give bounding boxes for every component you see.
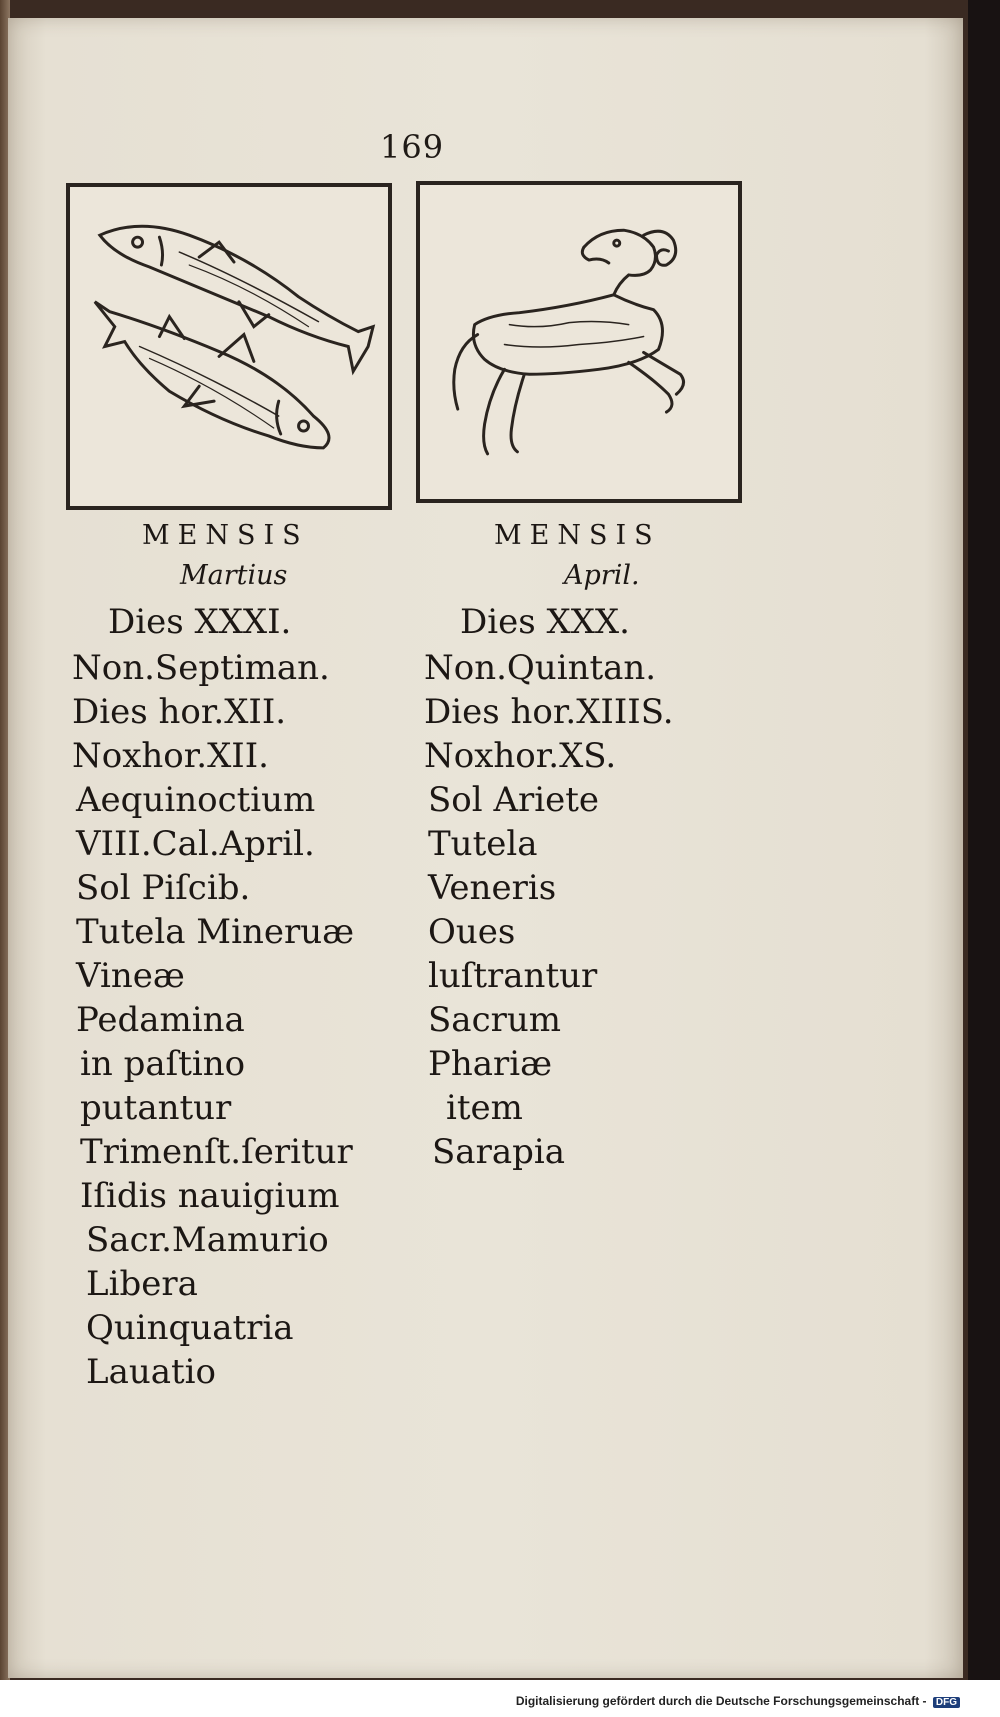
calendar-line: luſtrantur [428, 956, 598, 996]
calendar-line: Noxhor.XS. [424, 736, 617, 776]
calendar-line: Trimenſt.ſeritur [80, 1132, 353, 1172]
calendar-line: Lauatio [86, 1352, 217, 1392]
calendar-line: in paſtino [80, 1044, 246, 1084]
calendar-line: Noxhor.XII. [72, 736, 269, 776]
calendar-line: Vineæ [76, 956, 185, 996]
aries-woodcut-frame [416, 181, 742, 503]
digitization-credit [516, 1694, 960, 1708]
calendar-line: Tutela [428, 824, 538, 864]
calendar-line: putantur [80, 1088, 232, 1128]
calendar-line: Sacrum [428, 1000, 561, 1040]
calendar-line: Libera [86, 1264, 198, 1304]
credit-text: Digitalisierung gefördert durch die Deutsche Forschungsgemeinschaft - [515, 1694, 927, 1708]
calendar-line: Aequinoctium [76, 780, 316, 820]
pisces-woodcut-frame [66, 183, 392, 510]
days-count: Dies XXXI. [108, 602, 292, 642]
march-column [72, 520, 412, 1394]
pisces-woodcut-icon [70, 187, 388, 506]
page-number: 169 [380, 128, 445, 166]
calendar-line: Dies hor.XIIIS. [424, 692, 674, 732]
calendar-line: VIII.Cal.April. [76, 824, 315, 864]
calendar-line: Phariæ [428, 1044, 553, 1084]
month-heading: MENSIS [142, 520, 309, 551]
calendar-line: Sarapia [432, 1132, 565, 1172]
calendar-line: Pedamina [76, 1000, 245, 1040]
calendar-line: Sol Ariete [428, 780, 600, 820]
calendar-line: item [446, 1088, 523, 1128]
scan-background-edge [968, 0, 1000, 1717]
calendar-line: Non.Septiman. [72, 648, 330, 688]
calendar-line: Dies hor.XII. [72, 692, 287, 732]
aries-woodcut-icon [420, 185, 738, 499]
month-heading: MENSIS [494, 520, 661, 551]
days-count: Dies XXX. [460, 602, 630, 642]
month-name: Martius [180, 560, 288, 591]
dfg-logo: DFG [933, 1697, 960, 1708]
month-name: April. [564, 560, 640, 591]
calendar-line: Sacr.Mamurio [86, 1220, 329, 1260]
calendar-line: Sol Piſcib. [76, 868, 251, 908]
calendar-line: Oues [428, 912, 516, 952]
calendar-line: Tutela Mineruæ [76, 912, 355, 952]
calendar-line: Non.Quintan. [424, 648, 657, 688]
calendar-line: Veneris [428, 868, 557, 908]
calendar-line: Quinquatria [86, 1308, 294, 1348]
calendar-line: Iſidis nauigium [80, 1176, 340, 1216]
april-column [424, 520, 764, 1174]
